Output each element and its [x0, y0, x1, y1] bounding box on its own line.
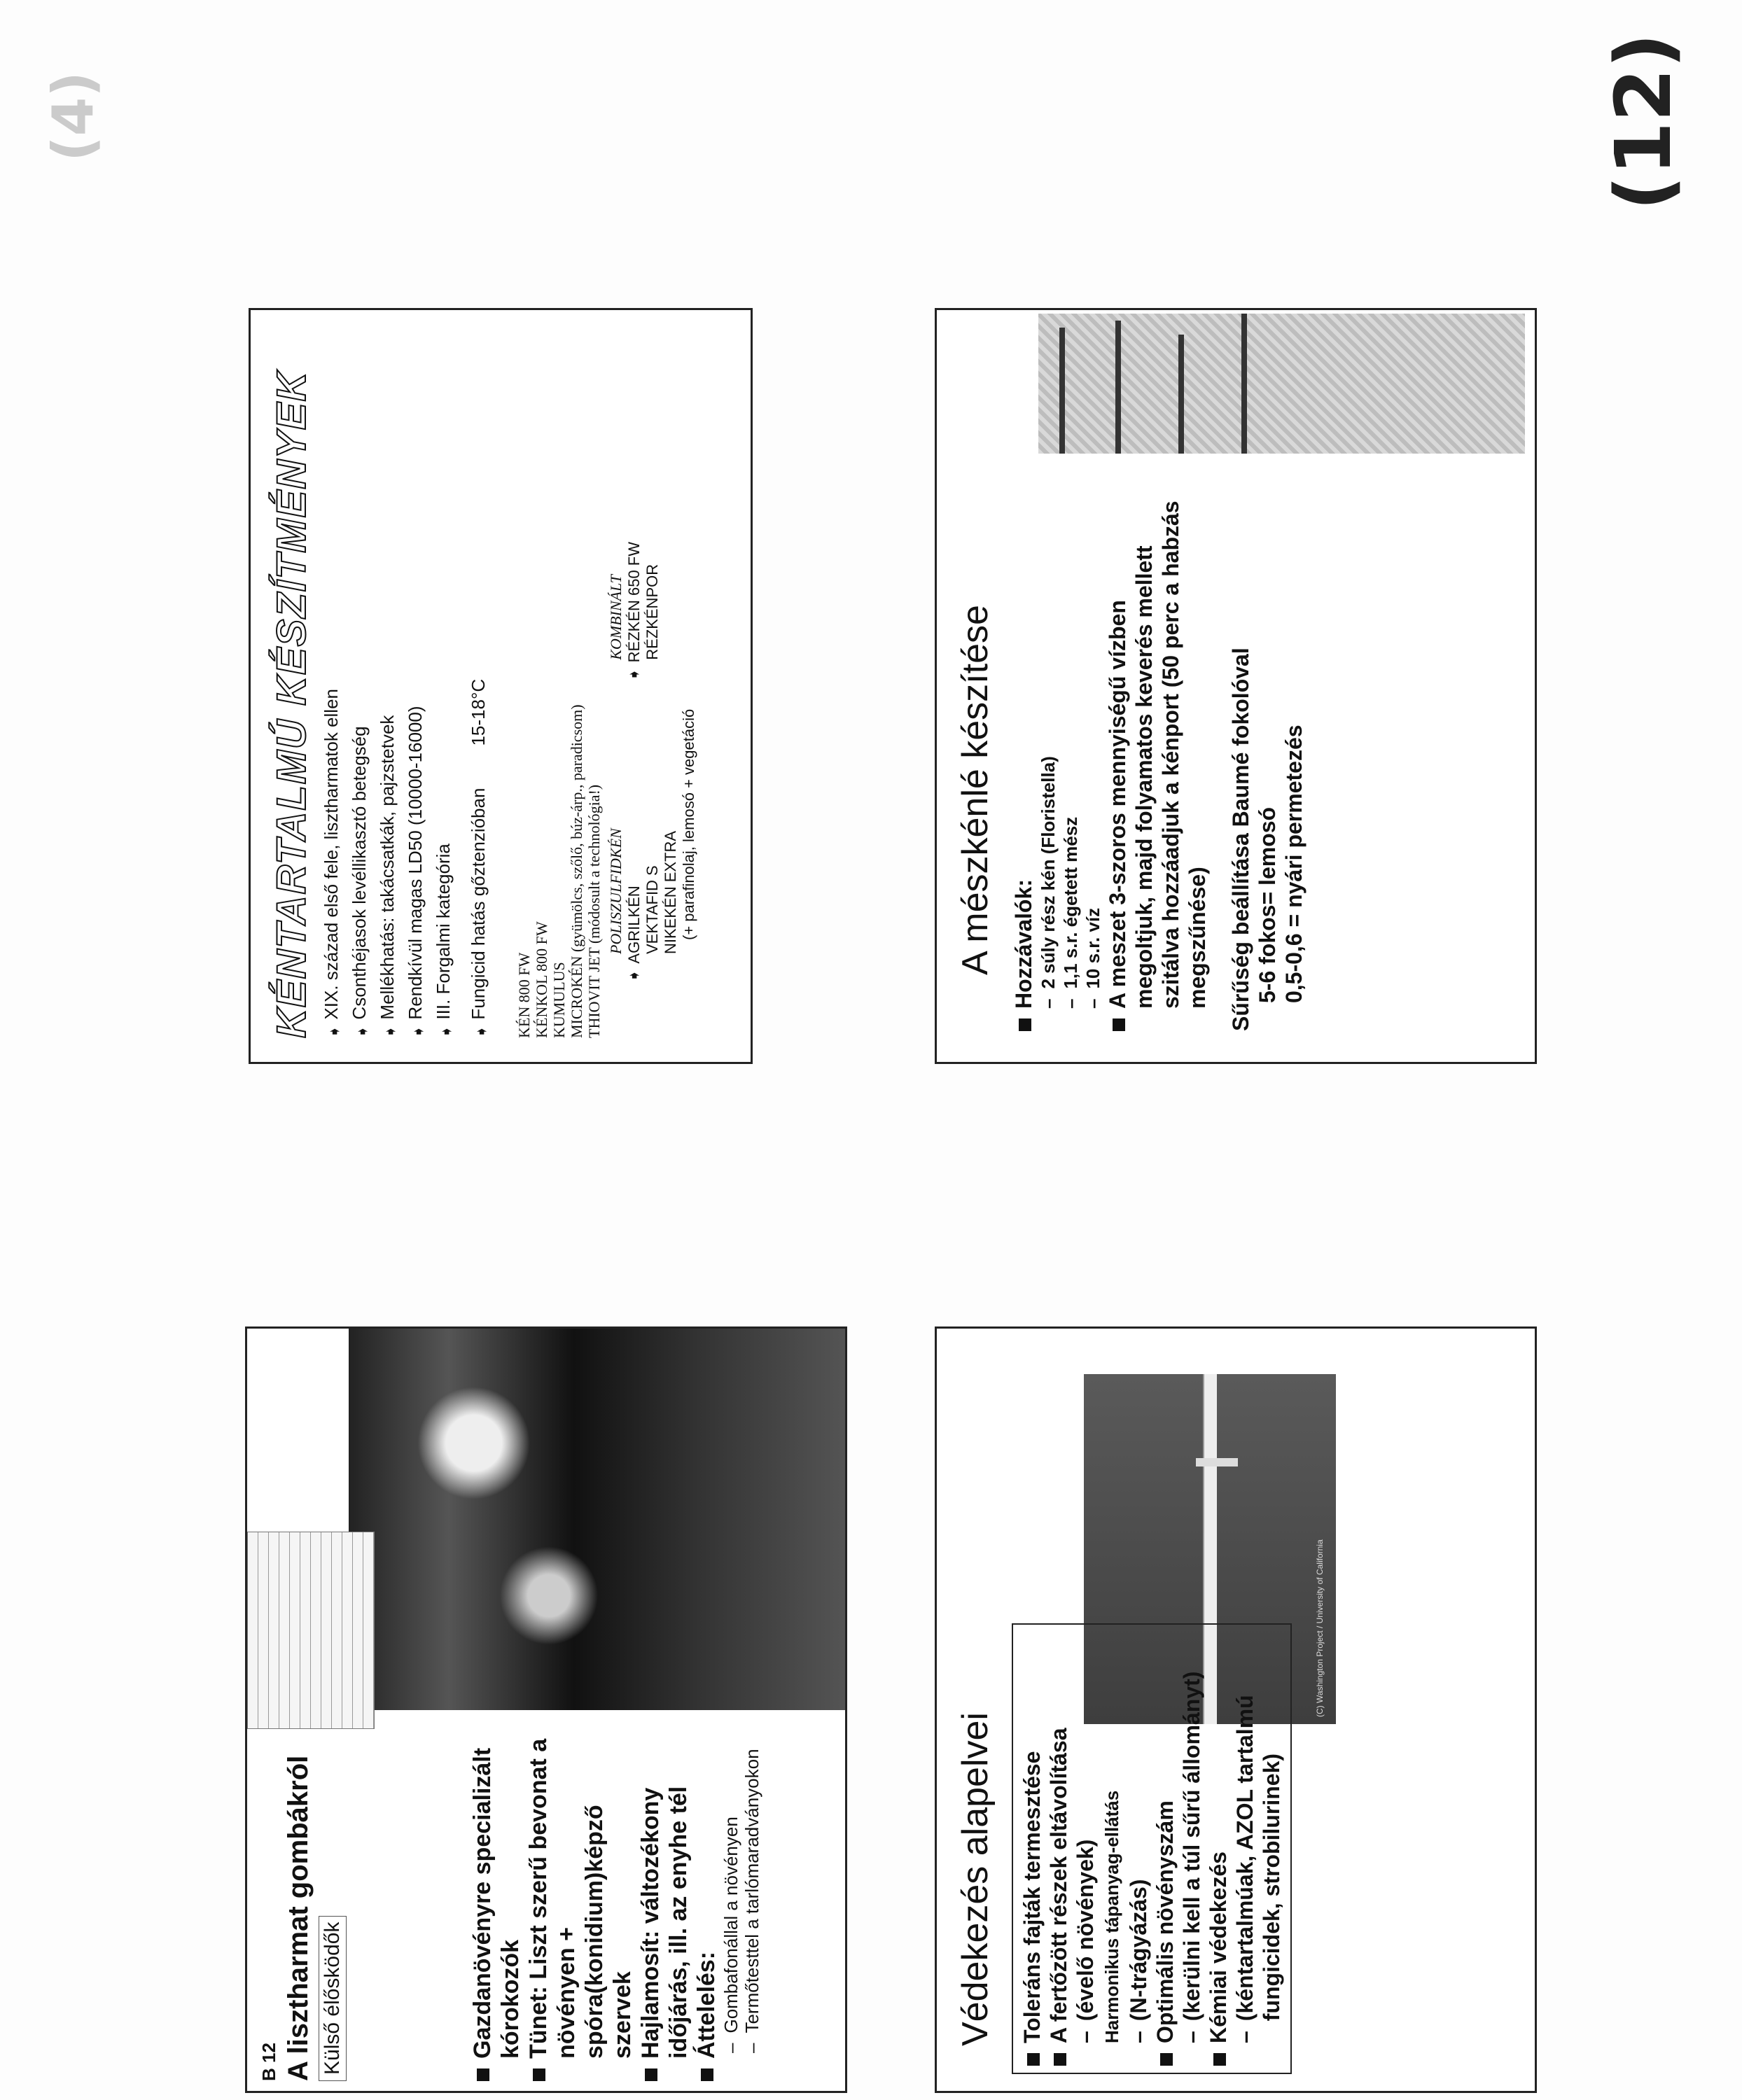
komb-product-1: RÉZKÉN 650 FW [625, 541, 643, 663]
slide1-sub-1: Gombafonállal a növényen [720, 1816, 741, 2033]
bullet-arrow-icon: ➧ [438, 1025, 455, 1038]
slide2-bullet-1a: XIX. század első fele, lisztharmatok ellen [321, 689, 342, 1020]
bullet-arrow-icon: ➧ [354, 1025, 371, 1038]
handwritten-mark-left: (4) [40, 71, 106, 162]
bullet-square-icon [1054, 2053, 1066, 2066]
slide3-sub-3: (kerülni kell a túl sűrű állományt) [1179, 1671, 1204, 2022]
slide1-bullet-2: Tünet: Liszt szerű bevonat a növényen + spóra(konidium)képző szervek [525, 1738, 636, 2059]
slide4-line-1: Sűrűség beállítása Baumé fokolóval [1228, 648, 1253, 1031]
slide3-bullet-1: Toleráns fajták termesztése [1019, 1751, 1045, 2043]
slide4-bullet-1: Hozzávalók: [1011, 879, 1036, 1009]
slide3-bullet-2: A fertőzött részek eltávolítása [1046, 1728, 1071, 2043]
slide4-title: A mészkénlé készítése [955, 605, 996, 975]
poly-product-2: VEKTAFID S [643, 865, 661, 954]
bullet-arrow-icon: ➧ [326, 1025, 343, 1038]
product-1: KÉN 800 FW [515, 952, 533, 1038]
slide3-content: Védekezés alapelvei Toleráns fajták termesztése A fertőzött részek eltávolítása – (évelő növények) Harmonikus tápanyag-ellátás – (N-trágyázás) Optimális növényszám – (kerülni kell a túl sűrű állományt) Kémiai védekezés – (kéntartalmúak, AZOL tartalmú fungicidek, strobilurinek) [947, 1339, 1528, 2088]
photo-credit: (C) Washington Project / University of California [1315, 1539, 1325, 1717]
slide-sulfur-products [249, 308, 753, 1064]
slide-lime-sulfur [935, 308, 1537, 1064]
slide1-bullet-3: Hajlamosít: változékony időjárás, ill. az enyhe tél [637, 1786, 692, 2059]
slide4-bullet-2: A meszet 3-szoros mennyiségű vízben megoltjuk, majd folyamatos keverés mellett szitálva hozzáadjuk a kénport (50 perc a habzás megszűnése) [1105, 500, 1210, 1009]
product-2: KÉNKOL 800 FW [533, 921, 550, 1038]
handwritten-page-number: (12) [1598, 33, 1688, 211]
poly-note: (+ parafinolaj, lemosó + vegetáció [680, 708, 697, 940]
slide3-bullet-4: Optimális növényszám [1152, 1800, 1178, 2043]
slide3-bullet-3: Harmonikus tápanyag-ellátás [1101, 1790, 1122, 2043]
slide-protection-principles [935, 1326, 1537, 2093]
slide4-sub-3: 10 s.r. víz [1082, 907, 1103, 989]
slide4-line-2: 5-6 fokos= lemosó [1255, 806, 1280, 1003]
slide1-content [254, 1336, 464, 2088]
slide2-content [261, 317, 751, 1059]
slide2-bullet-1b: Csonthéjasok levéllikasztó betegség [349, 726, 370, 1020]
slide2-bullet-5: Fungicid hatás gőztenzióban [468, 788, 489, 1020]
bullet-arrow-icon: ➧ [473, 1025, 490, 1038]
slide4-sub-2: 1,1 s.r. égetett mész [1060, 816, 1081, 989]
slide1-subtitle: Külső élősködők [319, 1916, 347, 2081]
bullet-arrow-icon: ➧ [410, 1025, 427, 1038]
bullet-arrow-icon: ➧ [382, 1025, 399, 1038]
slide2-temp: 15-18°C [468, 678, 489, 746]
slide1-bullet-4: Áttelelés: [693, 1951, 720, 2059]
slide3-sub-4: (kéntartalmúak, AZOL tartalmú fungicidek, strobilurinek) [1232, 1695, 1284, 2022]
bullet-square-icon [1019, 1018, 1031, 1031]
bullet-square-icon [1213, 2053, 1226, 2066]
poly-product-1: AGRILKÉN [625, 886, 643, 964]
slide1-sub-2: Termőtesttel a tarlómaradványokon [741, 1749, 762, 2033]
komb-product-2: RÉZKÉNPOR [643, 564, 661, 660]
poly-heading: POLISZULFIDKÉN [607, 828, 625, 954]
slide1-tag: B 12 [258, 2043, 279, 2081]
bullet-square-icon [701, 2068, 713, 2081]
bullet-square-icon [1160, 2053, 1173, 2066]
slide2-bullet-4: III. Forgalmi kategória [433, 844, 454, 1020]
slide4-content: A mészkénlé készítése Hozzávalók: – 2 súly rész kén (Floristella) – 1,1 s.r. égetett mész – 10 s.r. víz A meszet 3-szoros mennyiségű vízben megoltjuk, majd folyamatos keverés mellett szitálva hozzáadjuk a kénport (50 perc a habzás megszűnése) Sűrűség beállítása Baumé fokolóval 5-6 fokos= lemosó 0,5-0,6 = nyári permetezés [947, 317, 1535, 1059]
slide4-line-3: 0,5-0,6 = nyári permetezés [1281, 724, 1306, 1003]
bullet-square-icon [477, 2068, 489, 2081]
slide3-sub-1: (évelő növények) [1073, 1839, 1098, 2022]
slide4-sub-1: 2 súly rész kén (Floristella) [1038, 756, 1059, 989]
bullet-square-icon [1027, 2053, 1040, 2066]
bullet-square-icon [1113, 1018, 1125, 1031]
slide3-sub-2: (N-trágyázás) [1126, 1879, 1151, 2022]
bullet-arrow-icon: ➧ [625, 969, 643, 982]
slide3-title: Védekezés alapelvei [955, 1712, 996, 2046]
slide1-bullet-1: Gazdanövényre specializált kórokozók [469, 1747, 524, 2059]
bullet-square-icon [645, 2068, 657, 2081]
product-5: THIOVIT JET (módosult a technológia!) [585, 784, 603, 1038]
product-4: MICROKÉN (gyümölcs, szőlő, búz-árp., paradicsom) [568, 704, 585, 1038]
slide1-bullets: Gazdanövényre specializált kórokozók Tünet: Liszt szerű bevonat a növényen + spóra(konidium)képző szervek Hajlamosít: változékony időjárás, ill. az enyhe tél Áttelelés: – Gombafonállal a növényen – Termőtesttel a tarlómaradványokon [464, 1710, 847, 2088]
product-3: KUMULUS [550, 962, 568, 1038]
slide-powdery-mildew [245, 1326, 847, 2093]
slide2-title: KÉNTARTALMÚ KÉSZÍTMÉNYEK [269, 370, 314, 1038]
bullet-square-icon [533, 2068, 545, 2081]
poly-product-3: NIKEKÉN EXTRA [662, 830, 679, 954]
slide1-title: A lisztharmat gombákról [283, 1755, 314, 2081]
slide2-bullet-3: Rendkívül magas LD50 (10000-16000) [405, 706, 426, 1020]
bullet-arrow-icon: ➧ [625, 668, 643, 681]
slide3-bullet-5: Kémiai védekezés [1206, 1851, 1231, 2043]
komb-heading: KOMBINÁLT [607, 575, 625, 660]
slide2-bullet-2: Mellékhatás: takácsatkák, pajzstetvek [377, 715, 398, 1020]
